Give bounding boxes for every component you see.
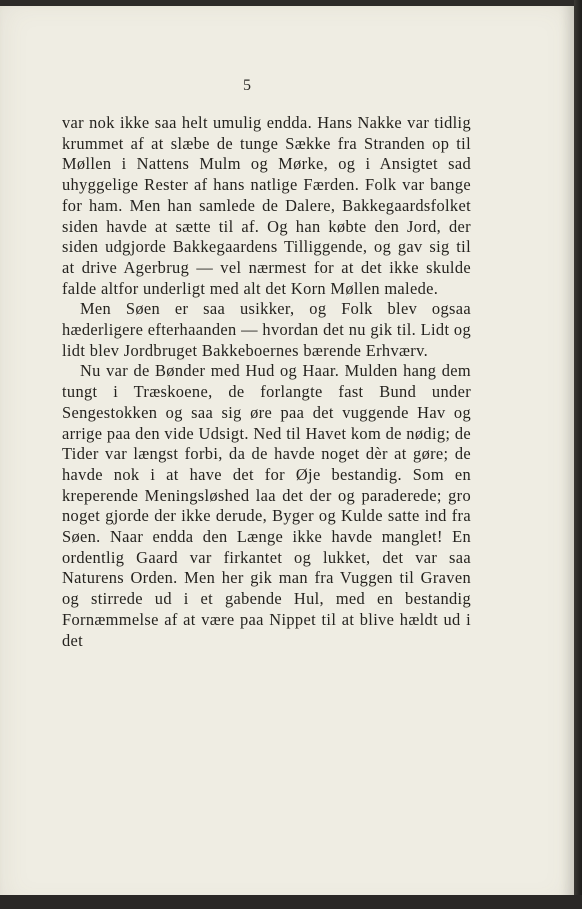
paragraph-3: Nu var de Bønder med Hud og Haar. Mulden hang dem tungt i Træskoene, de forlangte fast Bund under Sengestokken og saa sig øre paa det vuggende Hav og arrige paa den vide Udsigt. Ned til Havet kom de nødig; de Tider var længst forbi, da de havde noget dèr at gøre; de havde nok i at have det for Øje bestandig. Som en kreperende Meningsløshed laa det der og paraderede; gro noget gjorde der ikke derude, Byger og Kulde satte ind fra Søen. Naar endda den Længe ikke havde manglet! En ordentlig Gaard var firkantet og lukket, det var saa Naturens Orden. Men her gik man fra Vuggen til Graven og stirrede ud i et gabende Hul, med en bestandig Fornæmmelse af at være paa Nippet til at blive hældt ud i det: [62, 361, 471, 650]
page-number: 5: [243, 77, 251, 94]
paragraph-2: Men Søen er saa usikker, og Folk blev ogsaa hæderligere efterhaanden — hvordan det nu gik til. Lidt og lidt blev Jordbruget Bakkeboernes bærende Erhværv.: [62, 299, 471, 360]
scan-right-edge: [574, 0, 582, 909]
paragraph-1: var nok ikke saa helt umulig endda. Hans Nakke var tidlig krummet af at slæbe de tunge Sække fra Stranden op til Møllen i Nattens Mulm og Mørke, og i Ansigtet sad uhyggelige Rester af hans natlige Færden. Folk var bange for ham. Men han samlede de Dalere, Bakkegaardsfolket siden havde at sætte til af. Og han købte den Jord, der siden udgjorde Bakkegaardens Tilliggende, og gav sig til at drive Agerbrug — vel nærmest for at det ikke skulde falde altfor underligt med alt det Korn Møllen malede.: [62, 113, 471, 298]
body-text: [62, 113, 471, 651]
scan-top-edge: [0, 0, 582, 6]
scan-bottom-edge: [0, 895, 582, 909]
